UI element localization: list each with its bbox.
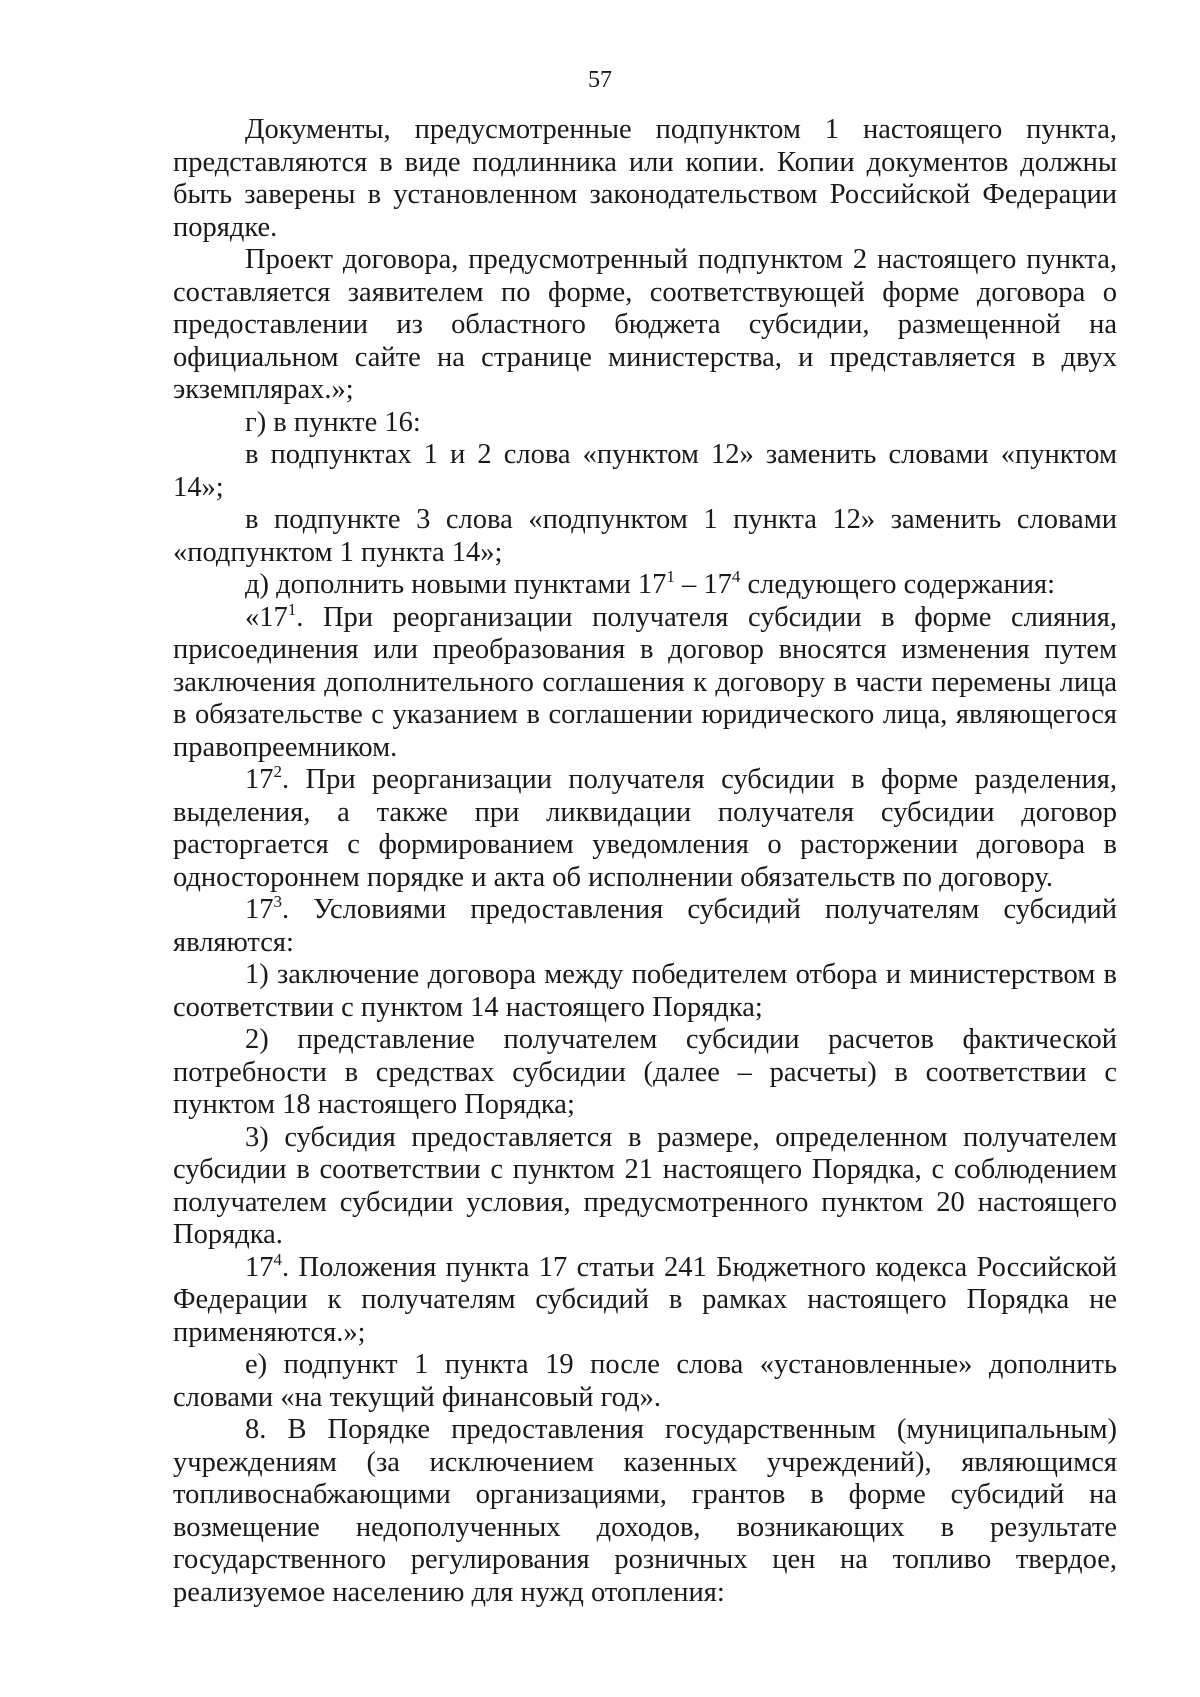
paragraph: д) дополнить новыми пунктами $17^1 - 17^4$ следующего содержания: [245, 567, 1056, 600]
superscript: 3 [273, 892, 282, 911]
paragraph: 1) заключение договора между победителем отбора и министерством в соответствии с пунктом 14 настоящего Порядка; [173, 959, 1117, 1023]
paragraph: 2) представление получателем субсидии расчетов фактической потребности в средствах субсидии (далее – расчеты) в соответствии с пунктом 18 настоящего Порядка; [173, 1024, 1117, 1120]
superscript: 4 [273, 1249, 282, 1269]
paragraph: $17^4$. Положения пункта 17 статьи 241 Бюджетного кодекса Российской Федерации к получателям субсидий в рамках настоящего Порядка не применяются.»; [173, 1249, 1117, 1348]
paragraph: «$17^1$. При реорганизации получателя субсидии в форме слияния, присоединения или преобразования в договор вносятся изменения путем заключения дополнительного соглашения к договору в части перемены лица в обязательстве с указанием в соглашении юридического лица, являющегося правопреемником. [173, 599, 1117, 763]
superscript: 2 [273, 762, 282, 781]
document-body [173, 114, 1117, 1609]
paragraph: 8. В Порядке предоставления государственным (муниципальным) учреждениям (за исключением казенных учреждений), являющимся топливоснабжающими организациями, грантов в форме субсидий на возмещение недополученных доходов, возникающих в результате государственного регулирования розничных цен на топливо твердое, реализуемое населению для нужд отопления: [173, 1414, 1117, 1608]
paragraph: в подпункте 3 слова «подпунктом 1 пункта 12» заменить словами «подпунктом 1 пункта 14»; [173, 504, 1117, 568]
paragraph: е) подпункт 1 пункта 19 после слова «установленные» дополнить словами «на текущий финансовый год». [173, 1349, 1117, 1413]
page-number: 57 [588, 67, 612, 93]
paragraph: в подпунктах 1 и 2 слова «пунктом 12» заменить словами «пунктом 14»; [173, 439, 1117, 503]
superscript: 4 [731, 567, 741, 586]
paragraph: Документы, предусмотренные подпунктом 1 настоящего пункта, представляются в виде подлинника или копии. Копии документов должны быть заверены в установленном законодательством Российской Федерации порядке. [173, 114, 1117, 243]
paragraph: $17^2$. При реорганизации получателя субсидии в форме разделения, выделения, а также при ликвидации получателя субсидии договор расторгается с формированием уведомления о расторжении договора в одностороннем порядке и акта об исполнении обязательств по договору. [173, 762, 1117, 893]
paragraph: г) в пункте 16: [245, 406, 421, 438]
paragraph: $17^3$. Условиями предоставления субсидий получателям субсидий являются: [173, 892, 1117, 958]
superscript: 1 [287, 599, 297, 619]
superscript: 1 [666, 567, 675, 586]
paragraph: Проект договора, предусмотренный подпунктом 2 настоящего пункта, составляется заявителем по форме, соответствующей форме договора о предоставлении из областного бюджета субсидии, размещенной на официальном сайте на странице министерства, и представляется в двух экземплярах.»; [173, 244, 1117, 405]
paragraph: 3) субсидия предоставляется в размере, определенном получателем субсидии в соответствии с пунктом 21 настоящего Порядка, с соблюдением получателем субсидии условия, предусмотренного пунктом 20 настоящего Порядка. [173, 1121, 1117, 1250]
